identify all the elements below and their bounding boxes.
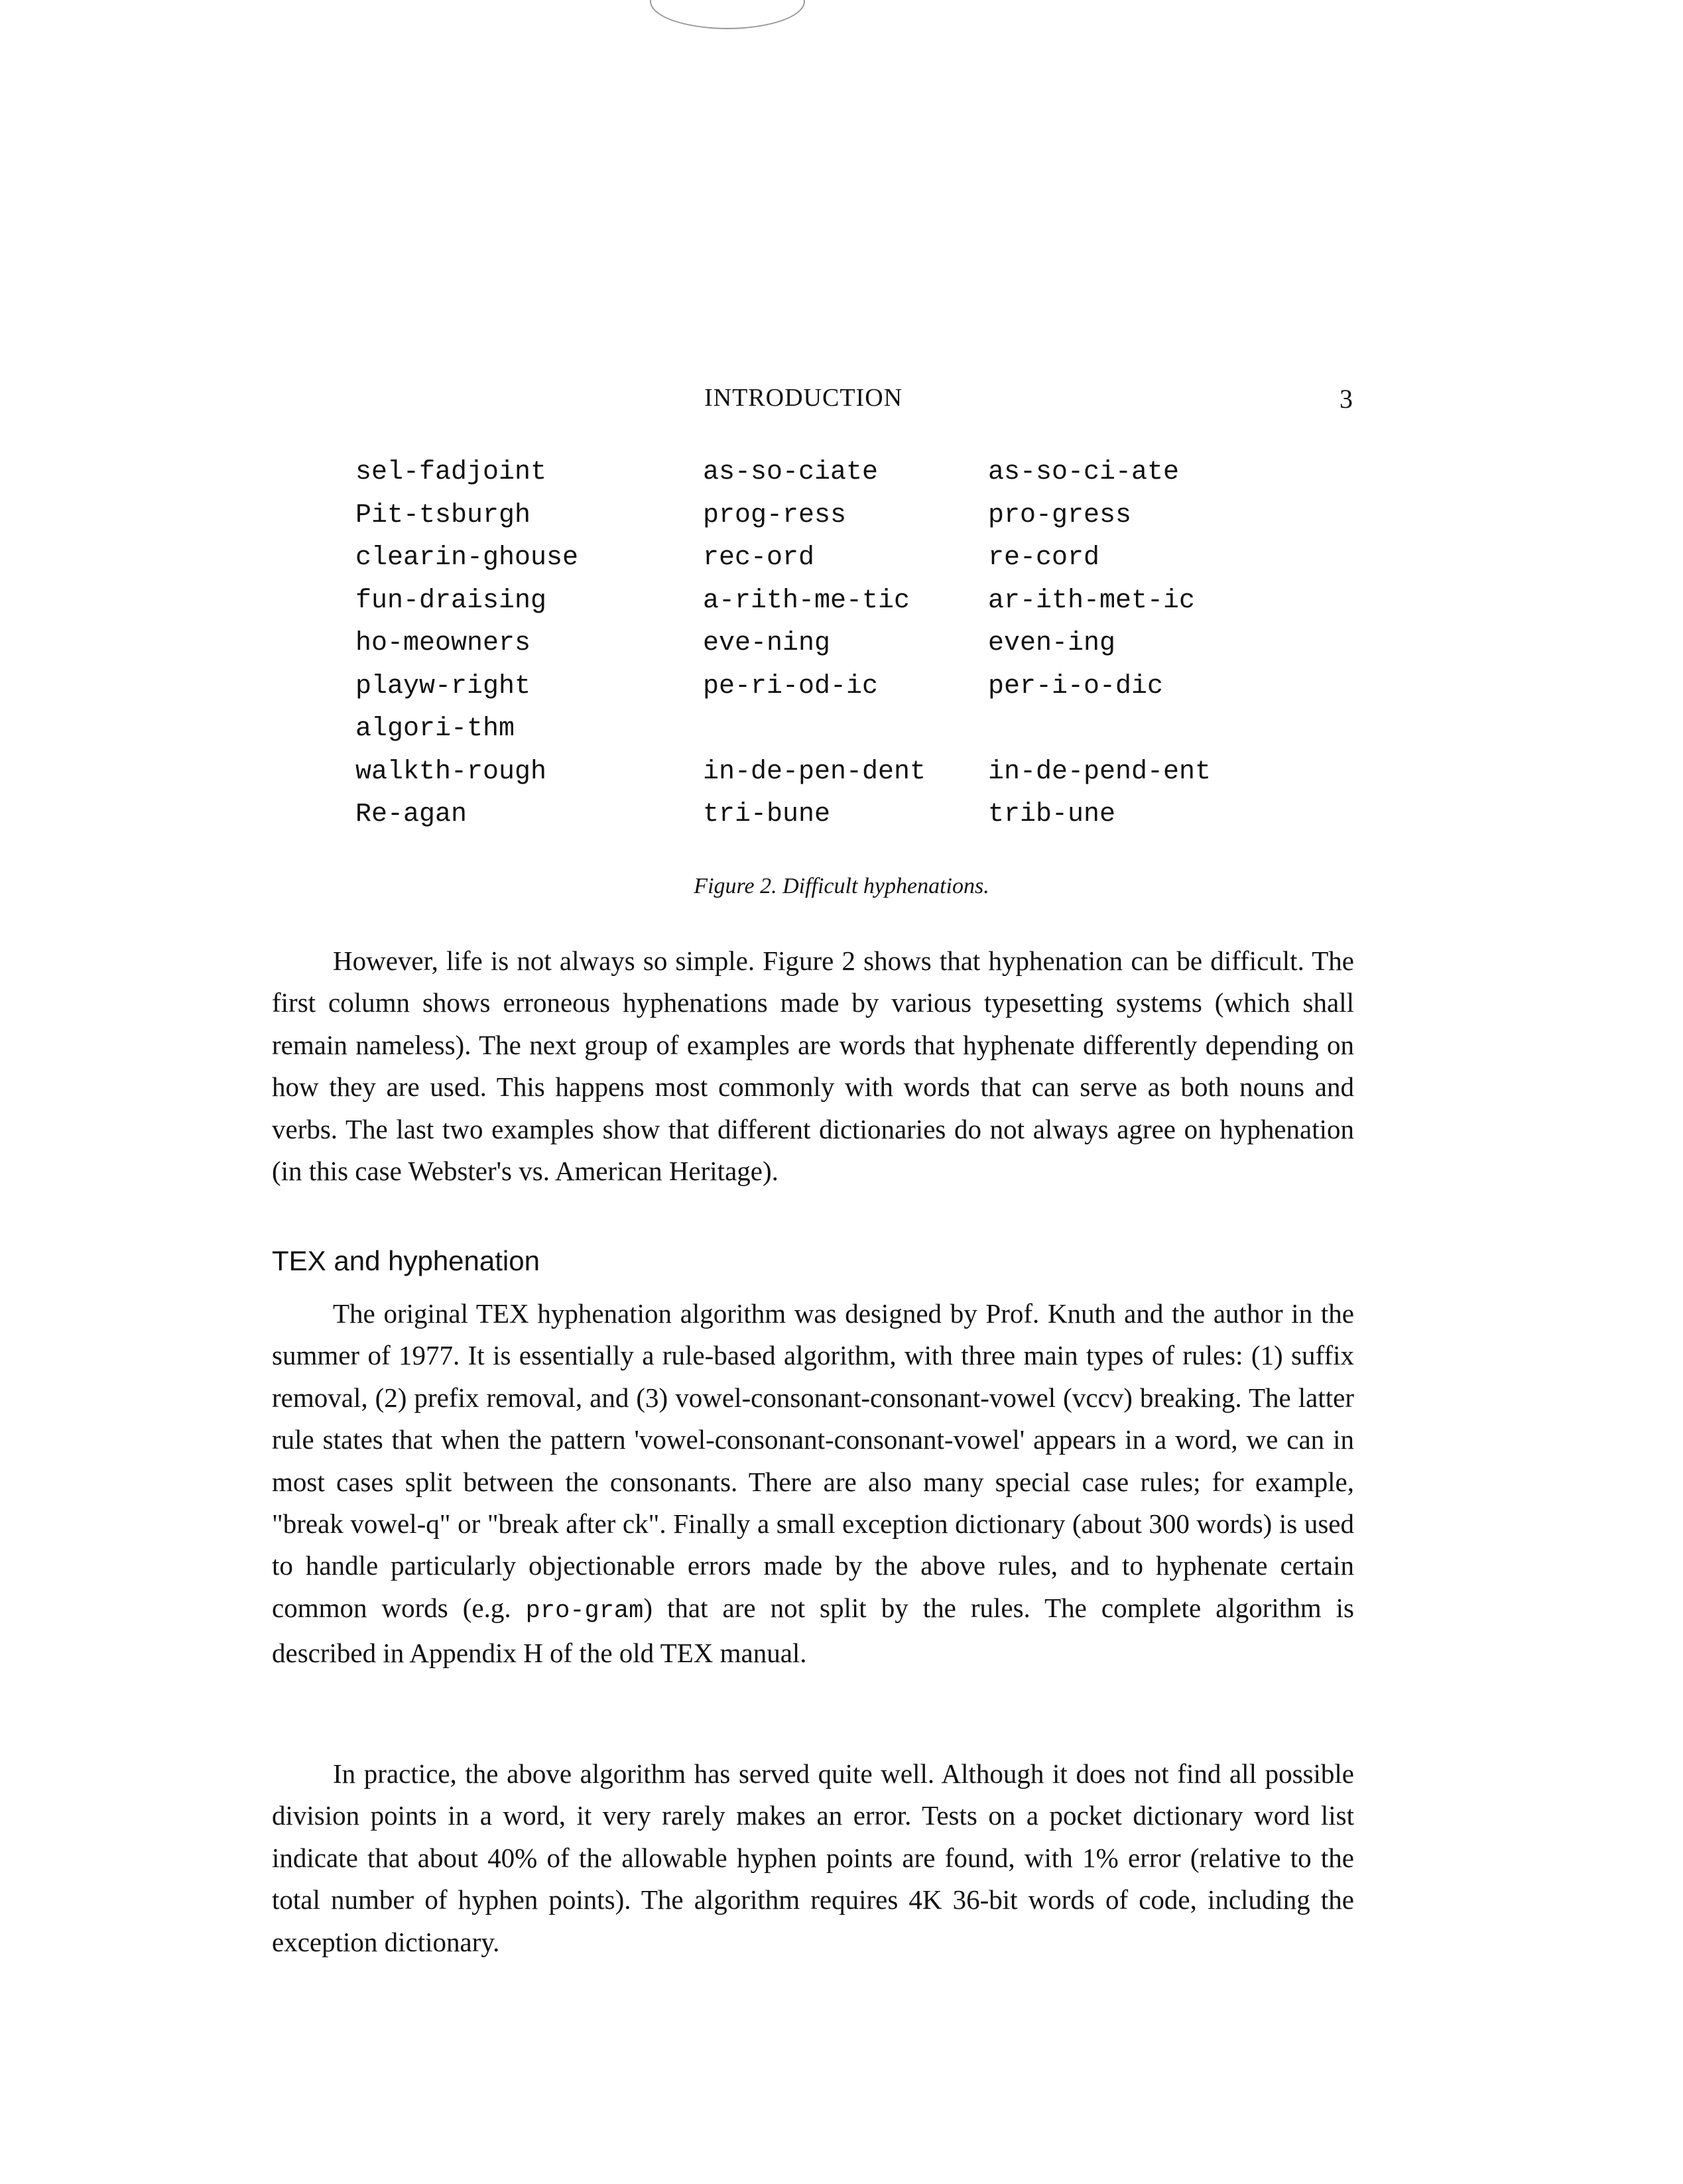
- section-heading: TEX and hyphenation: [272, 1245, 540, 1276]
- table-row: [355, 800, 1253, 843]
- usage-hyphenation-b: as-so-ci-ate: [988, 457, 1180, 487]
- table-row: [355, 629, 1253, 672]
- erroneous-hyphenation: playw-right: [355, 671, 531, 701]
- usage-hyphenation-b: per-i-o-dic: [988, 671, 1164, 701]
- hyphenation-figure-table: [355, 457, 1253, 843]
- page-number: 3: [1340, 384, 1353, 414]
- paragraph-text: However, life is not always so simple. Figure 2 shows that hyphenation can be difficult. The first column shows erroneous hyphenations made by various typesetting systems (which shall remain nameless). The next group of examples are words that hyphenate differently depending on how they are used. This happens most commonly with words that can serve as both nouns and verbs. The last two examples show that different dictionaries do not always agree on hyphenation (in this case Webster's vs. American Heritage).: [272, 945, 1354, 1187]
- figure-caption: Figure 2. Difficult hyphenations.: [694, 874, 989, 898]
- table-row: [355, 714, 1253, 757]
- table-row: [355, 457, 1253, 501]
- usage-hyphenation-b: [988, 714, 1253, 757]
- usage-hyphenation-b: ar-ith-met-ic: [988, 585, 1196, 616]
- usage-hyphenation-b: even-ing: [988, 629, 1116, 658]
- table-row: [355, 586, 1253, 629]
- paragraph-text: In practice, the above algorithm has served quite well. Although it does not find all possible division points in a word, it very rarely makes an error. Tests on a pocket dictionary word list indicate that about 40% of the allowable hyphen points are found, with 1% error (relative to the total number of hyphen points). The algorithm requires 4K 36-bit words of code, including the exception dictionary.: [272, 1758, 1354, 1957]
- table-row: [355, 757, 1253, 800]
- paragraph-text-part: ) that are not split by the rules. The complete algorithm is described in Appendix H of the old TEX manual.: [272, 1592, 1354, 1669]
- erroneous-hyphenation: Pit-tsburgh: [355, 500, 531, 530]
- dictionary-hyphenation-b: in-de-pend-ent: [988, 757, 1212, 787]
- paragraph-text: [272, 1293, 1354, 1675]
- usage-hyphenation-a: [703, 714, 988, 757]
- scan-artifact-arc: [650, 0, 805, 29]
- erroneous-hyphenation: ho-meowners: [355, 629, 531, 658]
- paragraph-original-algorithm: [272, 1293, 1354, 1675]
- erroneous-hyphenation: Re-agan: [355, 800, 468, 829]
- dictionary-hyphenation-a: tri-bune: [703, 800, 831, 829]
- erroneous-hyphenation: fun-draising: [355, 585, 547, 616]
- table-row: [355, 672, 1253, 715]
- usage-hyphenation-a: a-rith-me-tic: [703, 585, 910, 616]
- erroneous-hyphenation: clearin-ghouse: [355, 543, 579, 573]
- paragraph-algorithm-performance: [272, 1753, 1354, 1963]
- table-row: [355, 501, 1253, 544]
- running-head: [0, 383, 1683, 423]
- dictionary-hyphenation-a: in-de-pen-dent: [703, 757, 926, 787]
- usage-hyphenation-a: as-so-ciate: [703, 457, 879, 487]
- erroneous-hyphenation: sel-fadjoint: [355, 457, 547, 487]
- code-example: pro-gram: [525, 1597, 644, 1625]
- usage-hyphenation-b: re-cord: [988, 543, 1100, 573]
- usage-hyphenation-b: pro-gress: [988, 500, 1132, 530]
- usage-hyphenation-a: rec-ord: [703, 543, 815, 573]
- usage-hyphenation-a: eve-ning: [703, 629, 831, 658]
- dictionary-hyphenation-b: trib-une: [988, 800, 1116, 829]
- paragraph-hyphenation-difficulty: [272, 940, 1354, 1192]
- running-title: INTRODUCTION: [704, 384, 903, 412]
- table-row: [355, 543, 1253, 586]
- paragraph-text-part: The original TEX hyphenation algorithm was designed by Prof. Knuth and the author in the summer of 1977. It is essentially a rule-based algorithm, with three main types of rules: (1) suffix removal, (2) prefix removal, and (3) vowel-consonant-consonant-vowel (vccv) breaking. The latter rule states that when the pattern 'vowel-consonant-consonant-vowel' appears in a word, we can in most cases split between the consonants. There are also many special case rules; for example, "break vowel-q" or "break after ck". Finally a small exception dictionary (about 300 words) is used to handle particularly objectionable errors made by the above rules, and to hyphenate certain common words (e.g.: [272, 1298, 1354, 1623]
- usage-hyphenation-a: prog-ress: [703, 500, 847, 530]
- erroneous-hyphenation: walkth-rough: [355, 757, 547, 787]
- usage-hyphenation-a: pe-ri-od-ic: [703, 671, 879, 701]
- erroneous-hyphenation: algori-thm: [355, 714, 515, 744]
